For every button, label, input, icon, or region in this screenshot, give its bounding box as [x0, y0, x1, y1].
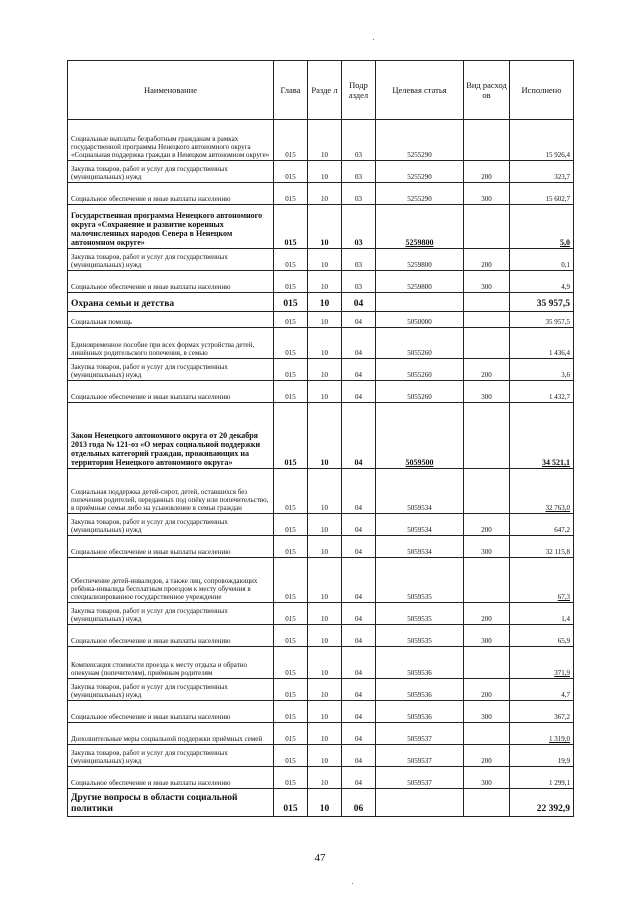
- row-vid: [464, 647, 510, 679]
- row-name: Закупка товаров, работ и услуг для государственных (муниципальных) нужд: [68, 249, 274, 271]
- header-executed: Исполнено: [510, 61, 574, 120]
- row-executed: 1,4: [510, 603, 574, 625]
- row-glava: 015: [274, 328, 308, 359]
- row-vid: [464, 558, 510, 603]
- row-razdel: 10: [308, 701, 342, 723]
- row-glava: 015: [274, 183, 308, 205]
- row-target: 5059535: [376, 625, 464, 647]
- row-executed: 4,7: [510, 679, 574, 701]
- row-glava: 015: [274, 789, 308, 817]
- row-name: Закупка товаров, работ и услуг для государственных (муниципальных) нужд: [68, 161, 274, 183]
- table-row: [68, 701, 574, 723]
- row-glava: 015: [274, 679, 308, 701]
- row-executed: 32 115,8: [510, 536, 574, 558]
- row-target: [376, 293, 464, 312]
- row-podrazdel: 06: [342, 789, 376, 817]
- row-glava: 015: [274, 745, 308, 767]
- row-vid: [464, 723, 510, 745]
- table-row: [68, 723, 574, 745]
- row-podrazdel: 03: [342, 120, 376, 161]
- row-glava: 015: [274, 514, 308, 536]
- row-podrazdel: 04: [342, 328, 376, 359]
- table-row: [68, 767, 574, 789]
- row-glava: 015: [274, 701, 308, 723]
- row-target: 5255290: [376, 183, 464, 205]
- row-name: Компенсация стоимости проезда к месту отдыха и обратно опекунам (попечителям), приёмным родителям: [68, 647, 274, 679]
- row-name: Дополнительные меры социальной поддержки приёмных семей: [68, 723, 274, 745]
- row-glava: 015: [274, 403, 308, 469]
- row-target: 5255290: [376, 161, 464, 183]
- row-razdel: 10: [308, 723, 342, 745]
- row-razdel: 10: [308, 293, 342, 312]
- row-podrazdel: 04: [342, 625, 376, 647]
- row-name: Охрана семьи и детства: [68, 293, 274, 312]
- row-podrazdel: 04: [342, 767, 376, 789]
- row-podrazdel: 04: [342, 558, 376, 603]
- row-glava: 015: [274, 469, 308, 514]
- row-name: Социальное обеспечение и иные выплаты населению: [68, 625, 274, 647]
- row-name: Социальное обеспечение и иные выплаты населению: [68, 183, 274, 205]
- header-glava: Глава: [274, 61, 308, 120]
- row-target: 5059535: [376, 603, 464, 625]
- row-executed: 323,7: [510, 161, 574, 183]
- table-row: [68, 381, 574, 403]
- row-target: 5055260: [376, 328, 464, 359]
- table-row: [68, 647, 574, 679]
- row-glava: 015: [274, 205, 308, 249]
- row-name: Закупка товаров, работ и услуг для государственных (муниципальных) нужд: [68, 679, 274, 701]
- row-vid: 200: [464, 161, 510, 183]
- header-target: Целевая статья: [376, 61, 464, 120]
- table-row: [68, 603, 574, 625]
- row-vid: [464, 120, 510, 161]
- row-vid: [464, 469, 510, 514]
- row-target: 5059535: [376, 558, 464, 603]
- row-vid: 200: [464, 679, 510, 701]
- scan-speck: [373, 39, 374, 40]
- table-body: [68, 120, 574, 817]
- row-razdel: 10: [308, 536, 342, 558]
- row-target: 5059536: [376, 701, 464, 723]
- table-row: [68, 789, 574, 817]
- row-name: Социальное обеспечение и иные выплаты населению: [68, 701, 274, 723]
- row-glava: 015: [274, 558, 308, 603]
- row-podrazdel: 04: [342, 536, 376, 558]
- row-executed: 15 602,7: [510, 183, 574, 205]
- row-executed: 367,2: [510, 701, 574, 723]
- row-razdel: 10: [308, 271, 342, 293]
- row-razdel: 10: [308, 558, 342, 603]
- row-name: Социальное обеспечение и иные выплаты населению: [68, 271, 274, 293]
- row-target: [376, 789, 464, 817]
- row-name: Единовременное пособие при всех формах устройства детей, лишённых родительского попечения, в семью: [68, 328, 274, 359]
- row-glava: 015: [274, 249, 308, 271]
- row-target: 5059537: [376, 767, 464, 789]
- row-podrazdel: 04: [342, 381, 376, 403]
- row-razdel: 10: [308, 120, 342, 161]
- row-razdel: 10: [308, 403, 342, 469]
- row-podrazdel: 03: [342, 205, 376, 249]
- row-name: Обеспечение детей-инвалидов, а также лиц, сопровождающих ребёнка-инвалида бесплатным проездом к месту обучения в специализированное государственное учреждение: [68, 558, 274, 603]
- row-target: 5059537: [376, 723, 464, 745]
- table-row: [68, 161, 574, 183]
- row-glava: 015: [274, 312, 308, 328]
- row-target: 5059536: [376, 679, 464, 701]
- row-target: 5059534: [376, 536, 464, 558]
- row-razdel: 10: [308, 249, 342, 271]
- row-podrazdel: 04: [342, 603, 376, 625]
- row-vid: [464, 789, 510, 817]
- row-podrazdel: 04: [342, 514, 376, 536]
- table-header-row: [68, 61, 574, 120]
- table-row: [68, 183, 574, 205]
- row-razdel: 10: [308, 789, 342, 817]
- table-row: [68, 293, 574, 312]
- row-vid: [464, 293, 510, 312]
- row-name: Государственная программа Ненецкого автономного округа «Сохранение и развитие коренных малочисленных народов Севера в Ненецком автономном округе»: [68, 205, 274, 249]
- row-target: 5059500: [376, 403, 464, 469]
- row-executed: 65,9: [510, 625, 574, 647]
- row-target: 5059534: [376, 514, 464, 536]
- row-razdel: 10: [308, 603, 342, 625]
- row-podrazdel: 03: [342, 161, 376, 183]
- header-razdel: Разде л: [308, 61, 342, 120]
- row-razdel: 10: [308, 625, 342, 647]
- row-glava: 015: [274, 723, 308, 745]
- row-executed: 19,9: [510, 745, 574, 767]
- row-glava: 015: [274, 767, 308, 789]
- row-razdel: 10: [308, 381, 342, 403]
- table-row: [68, 514, 574, 536]
- row-executed: 32 763,0: [510, 469, 574, 514]
- row-executed: 34 521,1: [510, 403, 574, 469]
- row-podrazdel: 04: [342, 469, 376, 514]
- row-executed: 647,2: [510, 514, 574, 536]
- row-executed: 1 436,4: [510, 328, 574, 359]
- row-executed: 1 432,7: [510, 381, 574, 403]
- row-glava: 015: [274, 536, 308, 558]
- row-target: 5059537: [376, 745, 464, 767]
- row-podrazdel: 04: [342, 359, 376, 381]
- row-name: Закон Ненецкого автономного округа от 20 декабря 2013 года № 121-оз «О мерах социальной поддержки отдельных категорий граждан, проживающих на территории Ненецкого автономного округа»: [68, 403, 274, 469]
- row-vid: 300: [464, 183, 510, 205]
- row-vid: 300: [464, 701, 510, 723]
- page-number: 47: [314, 852, 326, 864]
- header-vid: Вид расход ов: [464, 61, 510, 120]
- row-vid: [464, 328, 510, 359]
- row-podrazdel: 04: [342, 293, 376, 312]
- row-glava: 015: [274, 603, 308, 625]
- row-target: 5050000: [376, 312, 464, 328]
- row-glava: 015: [274, 161, 308, 183]
- row-glava: 015: [274, 293, 308, 312]
- row-target: 5059536: [376, 647, 464, 679]
- row-podrazdel: 03: [342, 183, 376, 205]
- table-row: [68, 205, 574, 249]
- row-executed: 3,6: [510, 359, 574, 381]
- row-glava: 015: [274, 647, 308, 679]
- row-executed: 5,0: [510, 205, 574, 249]
- row-target: 5055260: [376, 359, 464, 381]
- table-row: [68, 359, 574, 381]
- row-vid: [464, 312, 510, 328]
- row-vid: 200: [464, 249, 510, 271]
- row-name: Социальное обеспечение и иные выплаты населению: [68, 381, 274, 403]
- row-razdel: 10: [308, 183, 342, 205]
- row-vid: 200: [464, 359, 510, 381]
- row-vid: 200: [464, 514, 510, 536]
- row-executed: 35 957,5: [510, 312, 574, 328]
- row-razdel: 10: [308, 359, 342, 381]
- row-executed: 0,1: [510, 249, 574, 271]
- row-podrazdel: 03: [342, 249, 376, 271]
- row-vid: 300: [464, 767, 510, 789]
- row-razdel: 10: [308, 514, 342, 536]
- table-row: [68, 625, 574, 647]
- row-name: Закупка товаров, работ и услуг для государственных (муниципальных) нужд: [68, 603, 274, 625]
- row-vid: 200: [464, 603, 510, 625]
- row-target: 5259800: [376, 271, 464, 293]
- row-razdel: 10: [308, 647, 342, 679]
- row-glava: 015: [274, 120, 308, 161]
- row-podrazdel: 04: [342, 679, 376, 701]
- row-executed: 1 299,1: [510, 767, 574, 789]
- row-target: 5055260: [376, 381, 464, 403]
- row-executed: 1 319,0: [510, 723, 574, 745]
- row-name: Социальные выплаты безработным гражданам в рамках государственной программы Ненецкого автономного округа «Социальная поддержка граждан в Ненецком автономном округе»: [68, 120, 274, 161]
- row-glava: 015: [274, 359, 308, 381]
- row-razdel: 10: [308, 312, 342, 328]
- row-vid: [464, 205, 510, 249]
- row-glava: 015: [274, 381, 308, 403]
- row-glava: 015: [274, 271, 308, 293]
- row-target: 5259800: [376, 205, 464, 249]
- row-executed: 371,9: [510, 647, 574, 679]
- header-name: Наименование: [68, 61, 274, 120]
- table-row: [68, 328, 574, 359]
- row-target: 5255290: [376, 120, 464, 161]
- row-razdel: 10: [308, 767, 342, 789]
- row-executed: 4,9: [510, 271, 574, 293]
- row-razdel: 10: [308, 205, 342, 249]
- row-name: Закупка товаров, работ и услуг для государственных (муниципальных) нужд: [68, 359, 274, 381]
- row-razdel: 10: [308, 679, 342, 701]
- row-name: Другие вопросы в области социальной политики: [68, 789, 274, 817]
- row-name: Социальное обеспечение и иные выплаты населению: [68, 536, 274, 558]
- row-podrazdel: 04: [342, 403, 376, 469]
- row-executed: 67,3: [510, 558, 574, 603]
- row-vid: 200: [464, 745, 510, 767]
- table-row: [68, 745, 574, 767]
- row-podrazdel: 03: [342, 271, 376, 293]
- table-row: [68, 536, 574, 558]
- table-row: [68, 120, 574, 161]
- header-podrazdel: Подр аздел: [342, 61, 376, 120]
- table-row: [68, 403, 574, 469]
- row-podrazdel: 04: [342, 745, 376, 767]
- row-razdel: 10: [308, 745, 342, 767]
- row-name: Социальная помощь: [68, 312, 274, 328]
- row-executed: 22 392,9: [510, 789, 574, 817]
- row-target: 5259800: [376, 249, 464, 271]
- row-name: Закупка товаров, работ и услуг для государственных (муниципальных) нужд: [68, 745, 274, 767]
- row-podrazdel: 04: [342, 647, 376, 679]
- row-name: Закупка товаров, работ и услуг для государственных (муниципальных) нужд: [68, 514, 274, 536]
- row-executed: 35 957,5: [510, 293, 574, 312]
- row-podrazdel: 04: [342, 312, 376, 328]
- row-podrazdel: 04: [342, 701, 376, 723]
- row-name: Социальное обеспечение и иные выплаты населению: [68, 767, 274, 789]
- row-razdel: 10: [308, 469, 342, 514]
- table-row: [68, 679, 574, 701]
- row-glava: 015: [274, 625, 308, 647]
- row-vid: 300: [464, 536, 510, 558]
- row-vid: 300: [464, 625, 510, 647]
- table-row: [68, 469, 574, 514]
- row-target: 5059534: [376, 469, 464, 514]
- budget-table: [67, 60, 574, 817]
- row-razdel: 10: [308, 161, 342, 183]
- row-name: Социальная поддержка детей-сирот, детей, оставшихся без попечения родителей, переданных под опёку или попечительство, в приёмные семьи либо на усыновление в семьи граждан: [68, 469, 274, 514]
- row-vid: [464, 403, 510, 469]
- row-razdel: 10: [308, 328, 342, 359]
- table-row: [68, 271, 574, 293]
- scan-speck: [352, 883, 353, 884]
- table-row: [68, 249, 574, 271]
- table-row: [68, 558, 574, 603]
- table-row: [68, 312, 574, 328]
- row-podrazdel: 04: [342, 723, 376, 745]
- row-executed: 15 926,4: [510, 120, 574, 161]
- row-vid: 300: [464, 271, 510, 293]
- row-vid: 300: [464, 381, 510, 403]
